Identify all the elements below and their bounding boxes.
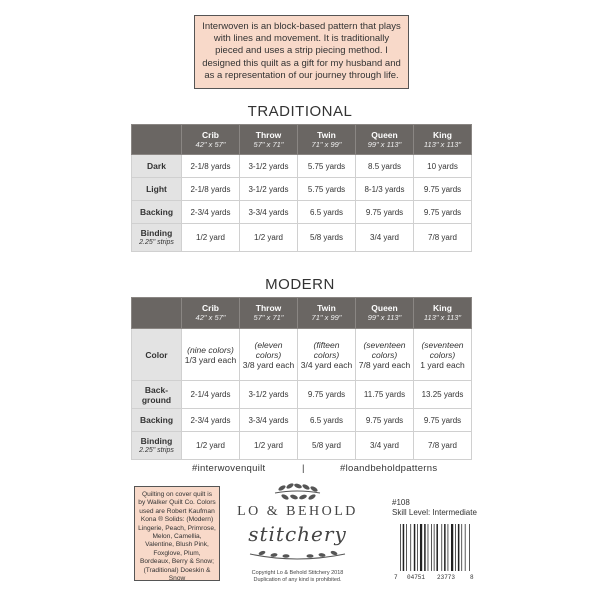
barcode-bar <box>461 524 462 571</box>
barcode-first-digit: 7 <box>394 574 398 581</box>
size-header <box>298 125 356 155</box>
intro-note: Interwoven is an block-based pattern that plays with lines and movement. It is traditionally pieced and uses a strip piecing method. I designed this quilt as a gift for my husband and as a representation of our journey through life. <box>194 15 409 89</box>
barcode-bar <box>469 524 470 571</box>
size-name: Queen <box>371 129 398 140</box>
color-count: (fifteen colors) <box>313 339 340 360</box>
yardage-cell: 9.75 yards <box>414 178 472 201</box>
size-name: King <box>433 303 452 313</box>
barcode-bar <box>465 524 466 571</box>
size-dimensions: 71" x 99" <box>311 313 342 322</box>
row-label: Backing <box>132 409 182 432</box>
yardage-cell: 9.75 yards <box>356 201 414 224</box>
row-label-sub: 2.25" strips <box>139 238 174 246</box>
table-row <box>132 224 472 252</box>
duplication-line: Duplication of any kind is prohibited. <box>253 577 342 583</box>
yardage-cell: 5.75 yards <box>298 178 356 201</box>
yardage-cell: 3/4 yard <box>356 224 414 252</box>
size-dimensions: 57" x 71" <box>253 313 284 322</box>
pattern-number: #108 <box>392 498 410 507</box>
color-count: (eleven colors) <box>254 339 283 360</box>
size-name: Crib <box>202 303 219 313</box>
color-count: (seventeen colors) <box>363 339 406 360</box>
yardage-cell: 1/2 yard <box>240 224 298 252</box>
brand-script: stitchery <box>248 522 347 546</box>
yardage-cell: 3-1/2 yards <box>240 178 298 201</box>
laurel-branch-icon <box>230 480 365 504</box>
yardage-cell: 9.75 yards <box>414 201 472 224</box>
barcode-bar <box>403 524 405 571</box>
size-name: Throw <box>255 303 282 313</box>
modern-table <box>131 297 472 460</box>
row-label: Backing <box>132 201 182 224</box>
size-header <box>182 298 240 329</box>
barcode-bar <box>436 524 438 571</box>
color-amount: 7/8 yard each <box>358 359 411 370</box>
barcode-bar <box>451 524 453 571</box>
hashtag-quilt: #interwovenquilt <box>192 463 266 474</box>
modern-title: MODERN <box>265 276 335 293</box>
table-row <box>132 409 472 432</box>
size-header <box>240 298 298 329</box>
yardage-cell: 8-1/3 yards <box>356 178 414 201</box>
color-amount: 1 yard each <box>420 359 465 370</box>
yardage-cell: 9.75 yards <box>356 409 414 432</box>
yardage-cell: 8.5 yards <box>356 155 414 178</box>
barcode-group-2: 23773 <box>437 574 456 581</box>
size-dimensions: 42" x 57" <box>195 139 226 149</box>
yardage-cell: 1/2 yard <box>182 224 240 252</box>
barcode-bar <box>448 524 449 571</box>
yardage-cell: 11.75 yards <box>356 381 414 409</box>
barcode-bar <box>406 524 407 571</box>
brand-logo <box>230 480 365 590</box>
size-header <box>414 298 472 329</box>
color-cell <box>182 329 240 381</box>
row-label: Light <box>132 178 182 201</box>
size-header <box>240 125 298 155</box>
size-name: Twin <box>317 303 336 313</box>
barcode-bar <box>441 524 442 571</box>
size-name: Queen <box>371 303 398 313</box>
color-amount: 3/4 yard each <box>300 359 353 370</box>
barcode-bar <box>420 524 422 571</box>
row-label <box>132 432 182 460</box>
header-corner <box>132 125 182 155</box>
hashtag-separator: | <box>302 463 305 474</box>
laurel-branch-icon <box>230 546 365 568</box>
size-name: King <box>433 129 452 140</box>
size-name: Twin <box>317 129 336 140</box>
barcode <box>392 522 477 582</box>
color-cell <box>298 329 356 381</box>
yardage-cell: 13.25 yards <box>414 381 472 409</box>
yardage-cell: 10 yards <box>414 155 472 178</box>
size-dimensions: 71" x 99" <box>311 139 342 149</box>
row-label: Color <box>132 329 182 381</box>
barcode-bar <box>414 524 416 571</box>
color-cell <box>356 329 414 381</box>
yardage-cell: 2-1/4 yards <box>182 381 240 409</box>
barcode-bar <box>455 524 456 571</box>
size-header <box>356 125 414 155</box>
barcode-bar <box>444 524 446 571</box>
skill-level: Skill Level: Intermediate <box>392 508 477 517</box>
barcode-bar <box>428 524 429 571</box>
size-header <box>298 298 356 329</box>
barcode-bar <box>424 524 426 571</box>
barcode-bar <box>410 524 411 571</box>
yardage-cell: 1/2 yard <box>182 432 240 460</box>
barcode-bar <box>434 524 435 571</box>
yardage-cell: 2-3/4 yards <box>182 409 240 432</box>
yardage-cell: 3-3/4 yards <box>240 409 298 432</box>
color-cell <box>414 329 472 381</box>
yardage-cell: 1/2 yard <box>240 432 298 460</box>
barcode-group-1: 04751 <box>407 574 426 581</box>
hashtag-brand: #loandbeholdpatterns <box>340 463 438 474</box>
table-row <box>132 201 472 224</box>
barcode-bar <box>458 524 460 571</box>
table-row <box>132 155 472 178</box>
yardage-cell: 2-1/8 yards <box>182 178 240 201</box>
yardage-cell: 3-1/2 yards <box>240 381 298 409</box>
color-amount: 1/3 yard each <box>184 354 237 365</box>
yardage-cell: 3-3/4 yards <box>240 201 298 224</box>
size-header <box>414 125 472 155</box>
size-dimensions: 57" x 71" <box>253 139 284 149</box>
yardage-cell: 7/8 yard <box>414 224 472 252</box>
yardage-cell: 3-1/2 yards <box>240 155 298 178</box>
barcode-bar <box>417 524 418 571</box>
size-dimensions: 42" x 57" <box>195 313 226 322</box>
size-name: Throw <box>255 129 282 140</box>
barcode-bar <box>400 524 401 571</box>
yardage-cell: 7/8 yard <box>414 432 472 460</box>
traditional-table <box>131 124 472 252</box>
copyright-notice <box>230 570 365 584</box>
row-label: Dark <box>132 155 182 178</box>
barcode-last-digit: 8 <box>470 574 474 581</box>
color-count: (nine colors) <box>187 344 234 355</box>
yardage-cell: 6.5 yards <box>298 409 356 432</box>
size-dimensions: 99" x 113" <box>367 139 402 149</box>
header-corner <box>132 298 182 329</box>
size-header <box>182 125 240 155</box>
traditional-title: TRADITIONAL <box>247 103 353 120</box>
table-row <box>132 432 472 460</box>
size-dimensions: 113" x 113" <box>423 313 462 322</box>
yardage-cell: 2-3/4 yards <box>182 201 240 224</box>
row-label-sub: 2.25" strips <box>139 446 174 454</box>
yardage-cell: 5.75 yards <box>298 155 356 178</box>
size-name: Crib <box>202 129 219 140</box>
yardage-cell: 9.75 yards <box>298 381 356 409</box>
yardage-cell: 3/4 yard <box>356 432 414 460</box>
copyright-line: Copyright Lo & Behold Stitchery 2018 <box>251 570 344 576</box>
row-label <box>132 224 182 252</box>
pattern-info <box>392 498 477 518</box>
yardage-cell: 2-1/8 yards <box>182 155 240 178</box>
yardage-cell: 9.75 yards <box>414 409 472 432</box>
brand-name: LO & BEHOLD <box>237 504 358 519</box>
barcode-bar <box>431 524 432 571</box>
quilting-credit-note: Quilting on cover quilt is by Walker Quilt Co. Colors used are Robert Kaufman Kona ® Solids: (Modern) Lingerie, Peach, Primrose, Melon, Camellia, Valentine, Blush Pink, Foxglove, Plum, Bordeaux, Berry & Snow; (Traditional) Doeskin & Snow <box>134 486 220 581</box>
yardage-cell: 5/8 yard <box>298 432 356 460</box>
row-label: Back- ground <box>132 381 182 409</box>
row-label-text: Binding <box>140 435 173 446</box>
color-cell <box>240 329 298 381</box>
yardage-cell: 6.5 yards <box>298 201 356 224</box>
table-row <box>132 381 472 409</box>
table-row <box>132 329 472 381</box>
size-dimensions: 113" x 113" <box>423 139 462 149</box>
color-amount: 3/8 yard each <box>242 359 295 370</box>
size-header <box>356 298 414 329</box>
yardage-cell: 5/8 yards <box>298 224 356 252</box>
row-label-text: Binding <box>140 227 173 238</box>
color-count: (seventeen colors) <box>421 339 464 360</box>
table-row <box>132 178 472 201</box>
size-dimensions: 99" x 113" <box>367 313 402 322</box>
